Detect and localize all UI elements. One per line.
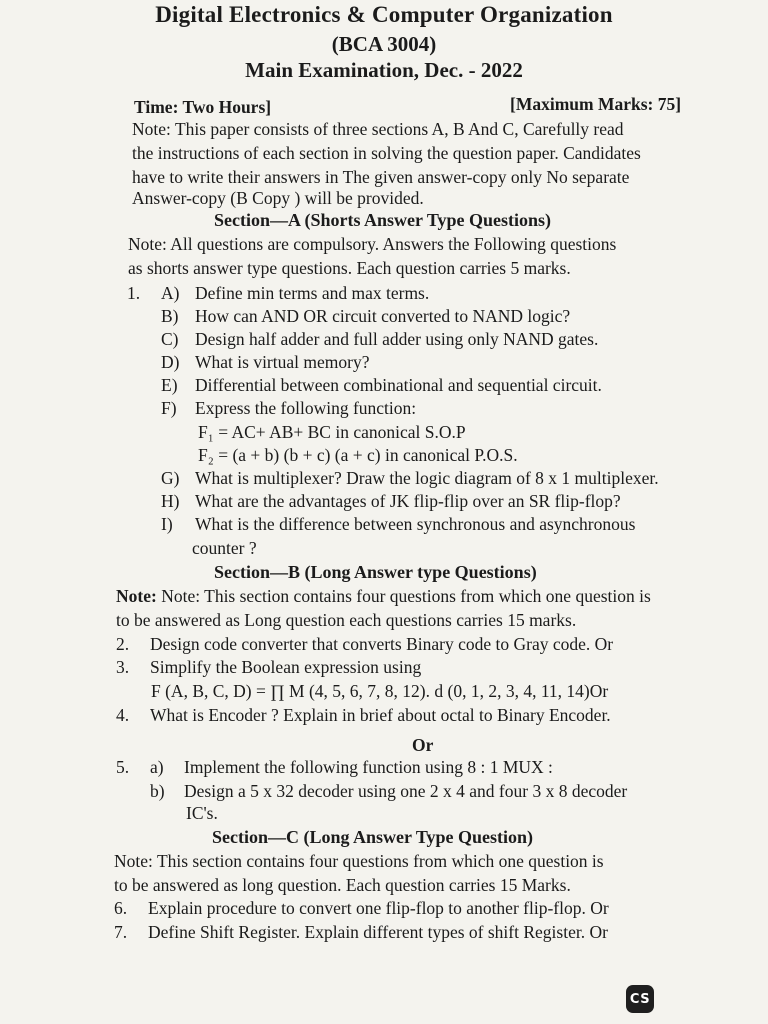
item-text: Express the following function: [195, 398, 417, 418]
question-number: 3. [116, 657, 130, 677]
question-text: What is Encoder ? Explain in brief about octal to Binary Encoder. [150, 705, 611, 725]
question-item [161, 398, 416, 419]
section-c-heading: Section—C (Long Answer Type Question) [212, 827, 534, 847]
function-f2: F₂ = (a + b) (b + c) (a + c) in canonical P.O.S. [198, 445, 518, 465]
item-text: Design half adder and full adder using only NAND gates. [195, 329, 599, 349]
question-4 [116, 705, 611, 726]
question-number: 4. [116, 705, 130, 725]
item-letter: E) [161, 375, 178, 395]
item-letter: I) [161, 514, 173, 534]
item-letter: A) [161, 283, 180, 303]
question-7 [114, 922, 608, 943]
item-text: What is the difference between synchronous and asynchronous [195, 514, 636, 534]
question-item [161, 329, 598, 350]
item-continuation: IC's. [186, 803, 218, 823]
item-text: Define min terms and max terms. [195, 283, 430, 303]
question-text: Explain procedure to convert one flip-flop to another flip-flop. [148, 898, 586, 918]
question-text: Define Shift Register. Explain different types of shift Register. [148, 922, 586, 942]
item-text: Implement the following function using 8 : 1 MUX : [184, 757, 553, 777]
item-letter: D) [161, 352, 180, 372]
section-b-heading: Section—B (Long Answer type Questions) [214, 562, 537, 582]
section-a-heading: Section—A (Shorts Answer Type Questions) [214, 210, 552, 230]
item-letter: b) [150, 781, 165, 801]
question-number: 7. [114, 922, 128, 942]
item-text: What is multiplexer? Draw the logic diagram of 8 x 1 multiplexer. [195, 468, 659, 488]
course-code: (BCA 3004) [331, 32, 437, 56]
item-text: What is virtual memory? [195, 352, 370, 372]
section-a-note: Note: All questions are compulsory. Answers the Following questions [128, 234, 617, 254]
question-item [161, 306, 570, 327]
item-letter: a) [150, 757, 164, 777]
item-letter: H) [161, 491, 180, 511]
paper-title: Digital Electronics & Computer Organization [155, 2, 613, 27]
item-letter: C) [161, 329, 179, 349]
section-c-note: to be answered as long question. Each question carries 15 Marks. [114, 875, 571, 895]
question-item [161, 514, 635, 535]
item-letter: F) [161, 398, 177, 418]
time-label: Time: Two Hours] [134, 97, 272, 117]
watermark-text: CS [629, 991, 651, 1007]
item-text: Differential between combinational and sequential circuit. [195, 375, 602, 395]
note-line: have to write their answers in The given answer-copy only No separate [132, 167, 630, 187]
camscanner-logo-icon [626, 985, 654, 1013]
section-c-note: Note: This section contains four questions from which one question is [114, 851, 604, 871]
boolean-expression: F (A, B, C, D) = ∏ M (4, 5, 6, 7, 8, 12). d (0, 1, 2, 3, 4, 11, 14)Or [151, 681, 609, 701]
section-b-note: Note: Note: This section contains four questions from which one question is [116, 586, 651, 606]
item-continuation: counter ? [192, 538, 257, 558]
question-item [161, 468, 659, 489]
item-letter: G) [161, 468, 180, 488]
question-number: 5. [116, 757, 130, 777]
question-text: Simplify the Boolean expression using [150, 657, 422, 677]
question-number: 6. [114, 898, 128, 918]
note-line: Note: This paper consists of three sections A, B And C, Carefully read [132, 119, 624, 139]
question-number: 2. [116, 634, 130, 654]
item-letter: B) [161, 306, 179, 326]
or-label: Or [589, 922, 608, 942]
question-3 [116, 657, 421, 678]
or-separator: Or [412, 735, 434, 755]
question-item [161, 375, 602, 396]
max-marks: [Maximum Marks: 75] [510, 94, 682, 114]
question-6 [114, 898, 609, 919]
exam-name: Main Examination, Dec. - 2022 [245, 58, 523, 82]
section-b-note-text: Note: This section contains four questions from which one question is [161, 586, 651, 606]
item-text: Design a 5 x 32 decoder using one 2 x 4 and four 3 x 8 decoder [184, 781, 628, 801]
question-5b [150, 781, 627, 802]
or-label: Or [590, 898, 609, 918]
function-f1: F₁ = AC+ AB+ BC in canonical S.O.P [198, 422, 466, 442]
section-b-note: to be answered as Long question each questions carries 15 marks. [116, 610, 577, 630]
note-line: Answer-copy (B Copy ) will be provided. [132, 188, 424, 208]
question-item [161, 491, 621, 512]
or-label: Or [594, 634, 614, 654]
note-line: the instructions of each section in solving the question paper. Candidates [132, 143, 641, 163]
question-2 [116, 634, 613, 655]
question-number: 1. [127, 283, 141, 303]
question-1 [127, 283, 429, 304]
question-text: Design code converter that converts Binary code to Gray code. [150, 634, 591, 654]
item-text: How can AND OR circuit converted to NAND logic? [195, 306, 571, 326]
question-5a [116, 757, 553, 778]
item-text: What are the advantages of JK flip-flip over an SR flip-flop? [195, 491, 621, 511]
section-a-note: as shorts answer type questions. Each question carries 5 marks. [128, 258, 571, 278]
question-item [161, 352, 369, 373]
